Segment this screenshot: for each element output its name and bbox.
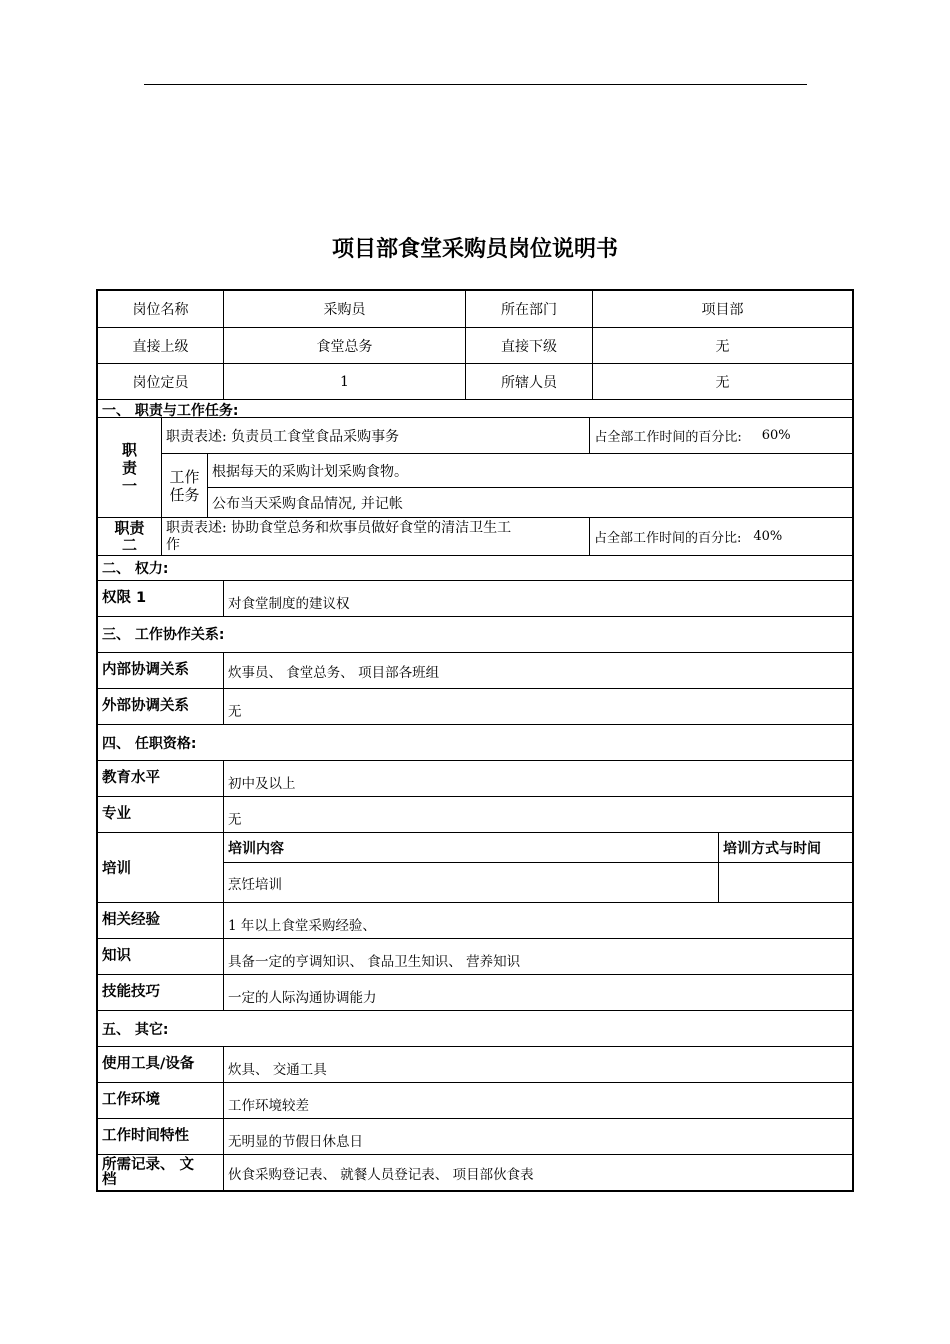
education-value: 初中及以上 bbox=[223, 761, 852, 796]
training-table bbox=[223, 833, 852, 902]
training-body bbox=[224, 863, 852, 902]
duty-2-desc-line1: 职责表述: 协助食堂总务和炊事员做好食堂的清洁卫生工 bbox=[166, 519, 512, 536]
task-item: 根据每天的采购计划采购食物。 bbox=[208, 454, 852, 488]
experience-label: 相关经验 bbox=[102, 912, 160, 928]
training-label: 培训 bbox=[102, 861, 131, 877]
skills-row bbox=[98, 974, 852, 1010]
internal-relation-value: 炊事员、 食堂总务、 项目部各班组 bbox=[223, 653, 852, 688]
tools-value: 炊具、 交通工具 bbox=[223, 1047, 852, 1082]
duty-2 bbox=[98, 517, 852, 555]
tools-label: 使用工具/设备 bbox=[102, 1056, 195, 1072]
duty-1 bbox=[98, 417, 852, 517]
subordinate-value: 无 bbox=[592, 328, 852, 363]
duty-1-pct-label: 占全部工作时间的百分比: bbox=[594, 430, 742, 445]
records-row bbox=[98, 1154, 852, 1190]
knowledge-row bbox=[98, 938, 852, 974]
duty-1-label: 职责一 bbox=[121, 440, 137, 495]
hours-row bbox=[98, 1118, 852, 1154]
environment-row bbox=[98, 1082, 852, 1118]
records-label-line2: 档 bbox=[102, 1171, 117, 1188]
records-label bbox=[98, 1155, 223, 1190]
subordinate-label: 直接下级 bbox=[465, 328, 592, 363]
job-description-table bbox=[96, 289, 854, 1192]
superior-label: 直接上级 bbox=[132, 338, 189, 355]
training-content-header: 培训内容 bbox=[228, 840, 284, 857]
internal-relation-label: 内部协调关系 bbox=[102, 662, 189, 678]
header-rule bbox=[144, 84, 807, 85]
duty-1-description: 职责表述: 负责员工食堂食品采购事务 bbox=[166, 428, 400, 445]
duty-1-desc-row bbox=[162, 418, 852, 454]
major-label: 专业 bbox=[102, 806, 131, 822]
duty-2-pct-value: 40% bbox=[753, 529, 783, 544]
duty-1-task-list bbox=[207, 454, 852, 517]
major-row bbox=[98, 796, 852, 832]
superior-value: 食堂总务 bbox=[223, 328, 465, 363]
skills-value: 一定的人际沟通协调能力 bbox=[223, 975, 852, 1010]
duty-1-pct-value: 60% bbox=[761, 428, 791, 443]
authority-label: 权限 1 bbox=[102, 590, 147, 606]
duty-1-percentage bbox=[589, 418, 852, 453]
duty-1-body bbox=[161, 418, 852, 517]
records-label-line1: 所需记录、 文 bbox=[102, 1156, 195, 1173]
hours-value: 无明显的节假日休息日 bbox=[223, 1119, 852, 1154]
position-name-value: 采购员 bbox=[223, 291, 465, 327]
position-name-label: 岗位名称 bbox=[132, 302, 189, 318]
education-label: 教育水平 bbox=[102, 770, 160, 786]
task-item: 公布当天采购食品情况, 并记帐 bbox=[212, 495, 403, 512]
department-label: 所在部门 bbox=[465, 291, 592, 327]
headcount-label: 岗位定员 bbox=[132, 374, 189, 391]
experience-value: 1 年以上食堂采购经验、 bbox=[223, 903, 852, 938]
external-relation-row bbox=[98, 688, 852, 724]
basic-row-1 bbox=[98, 291, 852, 327]
environment-value: 工作环境较差 bbox=[223, 1083, 852, 1118]
records-value: 伙食采购登记表、 就餐人员登记表、 项目部伙食表 bbox=[223, 1155, 852, 1190]
knowledge-label: 知识 bbox=[102, 948, 131, 964]
duty-2-description bbox=[161, 518, 589, 555]
training-row bbox=[98, 832, 852, 902]
section-4-heading: 四、 任职资格: bbox=[98, 724, 852, 760]
skills-label: 技能技巧 bbox=[102, 984, 160, 1000]
headcount-value: 1 bbox=[223, 364, 465, 399]
duty-2-label-line1: 职责 bbox=[114, 518, 145, 537]
tools-row bbox=[98, 1046, 852, 1082]
experience-row bbox=[98, 902, 852, 938]
knowledge-value: 具备一定的亨调知识、 食品卫生知识、 营养知识 bbox=[223, 939, 852, 974]
duty-2-pct-label: 占全部工作时间的百分比: bbox=[594, 531, 742, 546]
duty-1-tasks-label: 工作任务 bbox=[169, 467, 200, 504]
education-row bbox=[98, 760, 852, 796]
major-value: 无 bbox=[223, 797, 852, 832]
document-title: 项目部食堂采购员岗位说明书 bbox=[331, 237, 618, 262]
basic-row-2 bbox=[98, 327, 852, 363]
hours-label: 工作时间特性 bbox=[102, 1128, 189, 1144]
duty-1-tasks bbox=[162, 454, 852, 517]
authority-row bbox=[98, 580, 852, 616]
section-1-heading: 一、 职责与工作任务: bbox=[98, 399, 852, 417]
duty-2-label-line2: 二 bbox=[121, 535, 137, 554]
internal-relation-row bbox=[98, 652, 852, 688]
duty-2-percentage bbox=[589, 518, 852, 555]
section-5-heading: 五、 其它: bbox=[98, 1010, 852, 1046]
environment-label: 工作环境 bbox=[102, 1092, 160, 1108]
section-3-heading: 三、 工作协作关系: bbox=[98, 616, 852, 652]
external-relation-label: 外部协调关系 bbox=[102, 698, 189, 714]
training-method bbox=[718, 863, 852, 902]
duty-2-label bbox=[98, 518, 161, 555]
authority-value: 对食堂制度的建议权 bbox=[223, 581, 852, 616]
managed-label: 所辖人员 bbox=[465, 364, 592, 399]
managed-value: 无 bbox=[592, 364, 852, 399]
external-relation-value: 无 bbox=[223, 689, 852, 724]
training-header bbox=[224, 833, 852, 863]
training-content: 烹饪培训 bbox=[228, 876, 282, 893]
training-method-header: 培训方式与时间 bbox=[718, 833, 852, 862]
basic-row-3 bbox=[98, 363, 852, 399]
duty-2-desc-line2: 作 bbox=[166, 536, 180, 553]
section-2-heading: 二、 权力: bbox=[98, 555, 852, 580]
department-value: 项目部 bbox=[592, 291, 852, 327]
